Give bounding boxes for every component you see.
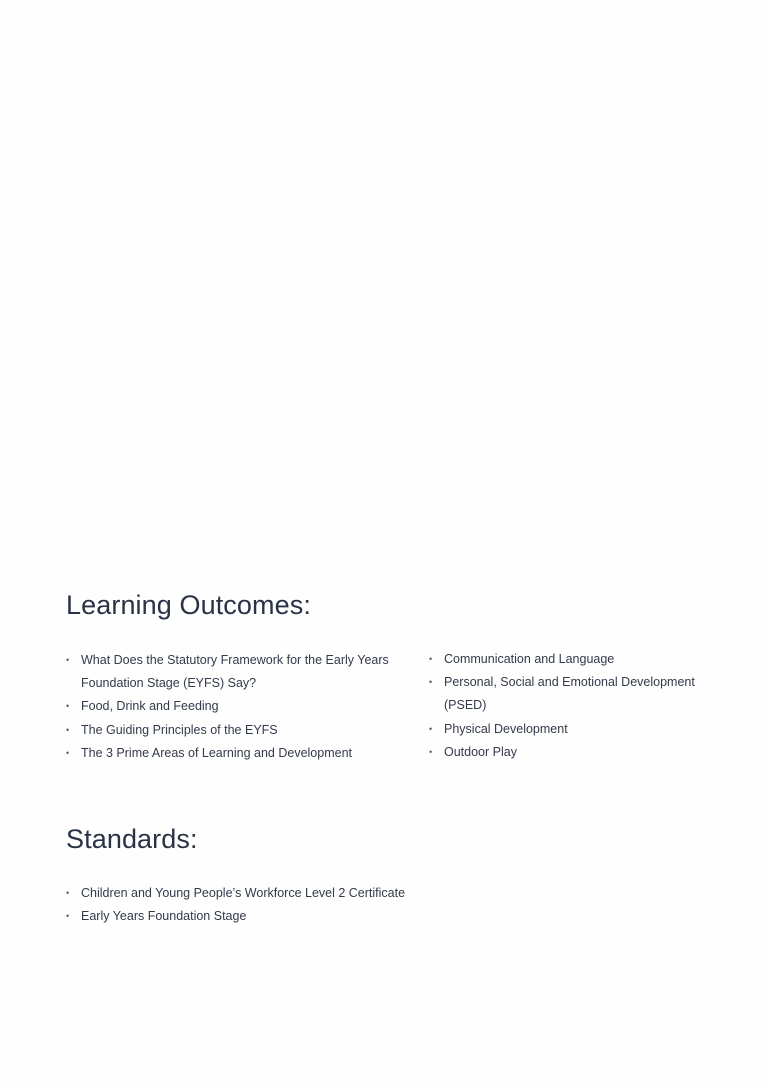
- standards-list: [66, 882, 405, 928]
- list-item: [66, 882, 405, 905]
- bullet-icon: •: [66, 724, 70, 735]
- list-item: [66, 695, 389, 718]
- list-item-text: Early Years Foundation Stage: [81, 909, 247, 924]
- standards-heading: Standards:: [66, 824, 198, 854]
- bullet-icon: •: [429, 723, 433, 734]
- list-item: [66, 649, 389, 695]
- bullet-icon: •: [429, 746, 433, 757]
- list-item-text-continued: (PSED): [444, 698, 487, 713]
- list-item: [429, 671, 695, 717]
- list-item-text: Physical Development: [444, 721, 568, 736]
- list-item-text-continued: Foundation Stage (EYFS) Say?: [81, 676, 257, 691]
- bullet-icon: •: [66, 747, 70, 758]
- list-item: [66, 742, 389, 765]
- bullet-icon: •: [66, 888, 70, 898]
- list-item: [429, 741, 695, 764]
- list-item-text: Personal, Social and Emotional Development: [444, 675, 695, 690]
- bullet-icon: •: [66, 655, 70, 665]
- learning-outcomes-right-list: [429, 648, 695, 764]
- list-item-text: Children and Young People’s Workforce Level 2 Certificate: [81, 886, 406, 900]
- list-item: [66, 719, 389, 742]
- list-item-text: What Does the Statutory Framework for the Early Years: [81, 653, 389, 667]
- learning-outcomes-heading: Learning Outcomes:: [66, 590, 311, 620]
- list-item-text: Outdoor Play: [444, 744, 517, 759]
- learning-outcomes-left-list: [66, 649, 389, 765]
- list-item-text: The Guiding Principles of the EYFS: [81, 722, 278, 737]
- list-item: [429, 648, 695, 671]
- list-item-text: Communication and Language: [444, 652, 615, 666]
- bullet-icon: •: [66, 701, 70, 712]
- bullet-icon: •: [429, 654, 433, 664]
- bullet-icon: •: [429, 677, 433, 688]
- bullet-icon: •: [66, 911, 70, 922]
- list-item-text: The 3 Prime Areas of Learning and Development: [81, 745, 352, 760]
- list-item: [66, 905, 405, 928]
- list-item: [429, 718, 695, 741]
- list-item-text: Food, Drink and Feeding: [81, 699, 219, 714]
